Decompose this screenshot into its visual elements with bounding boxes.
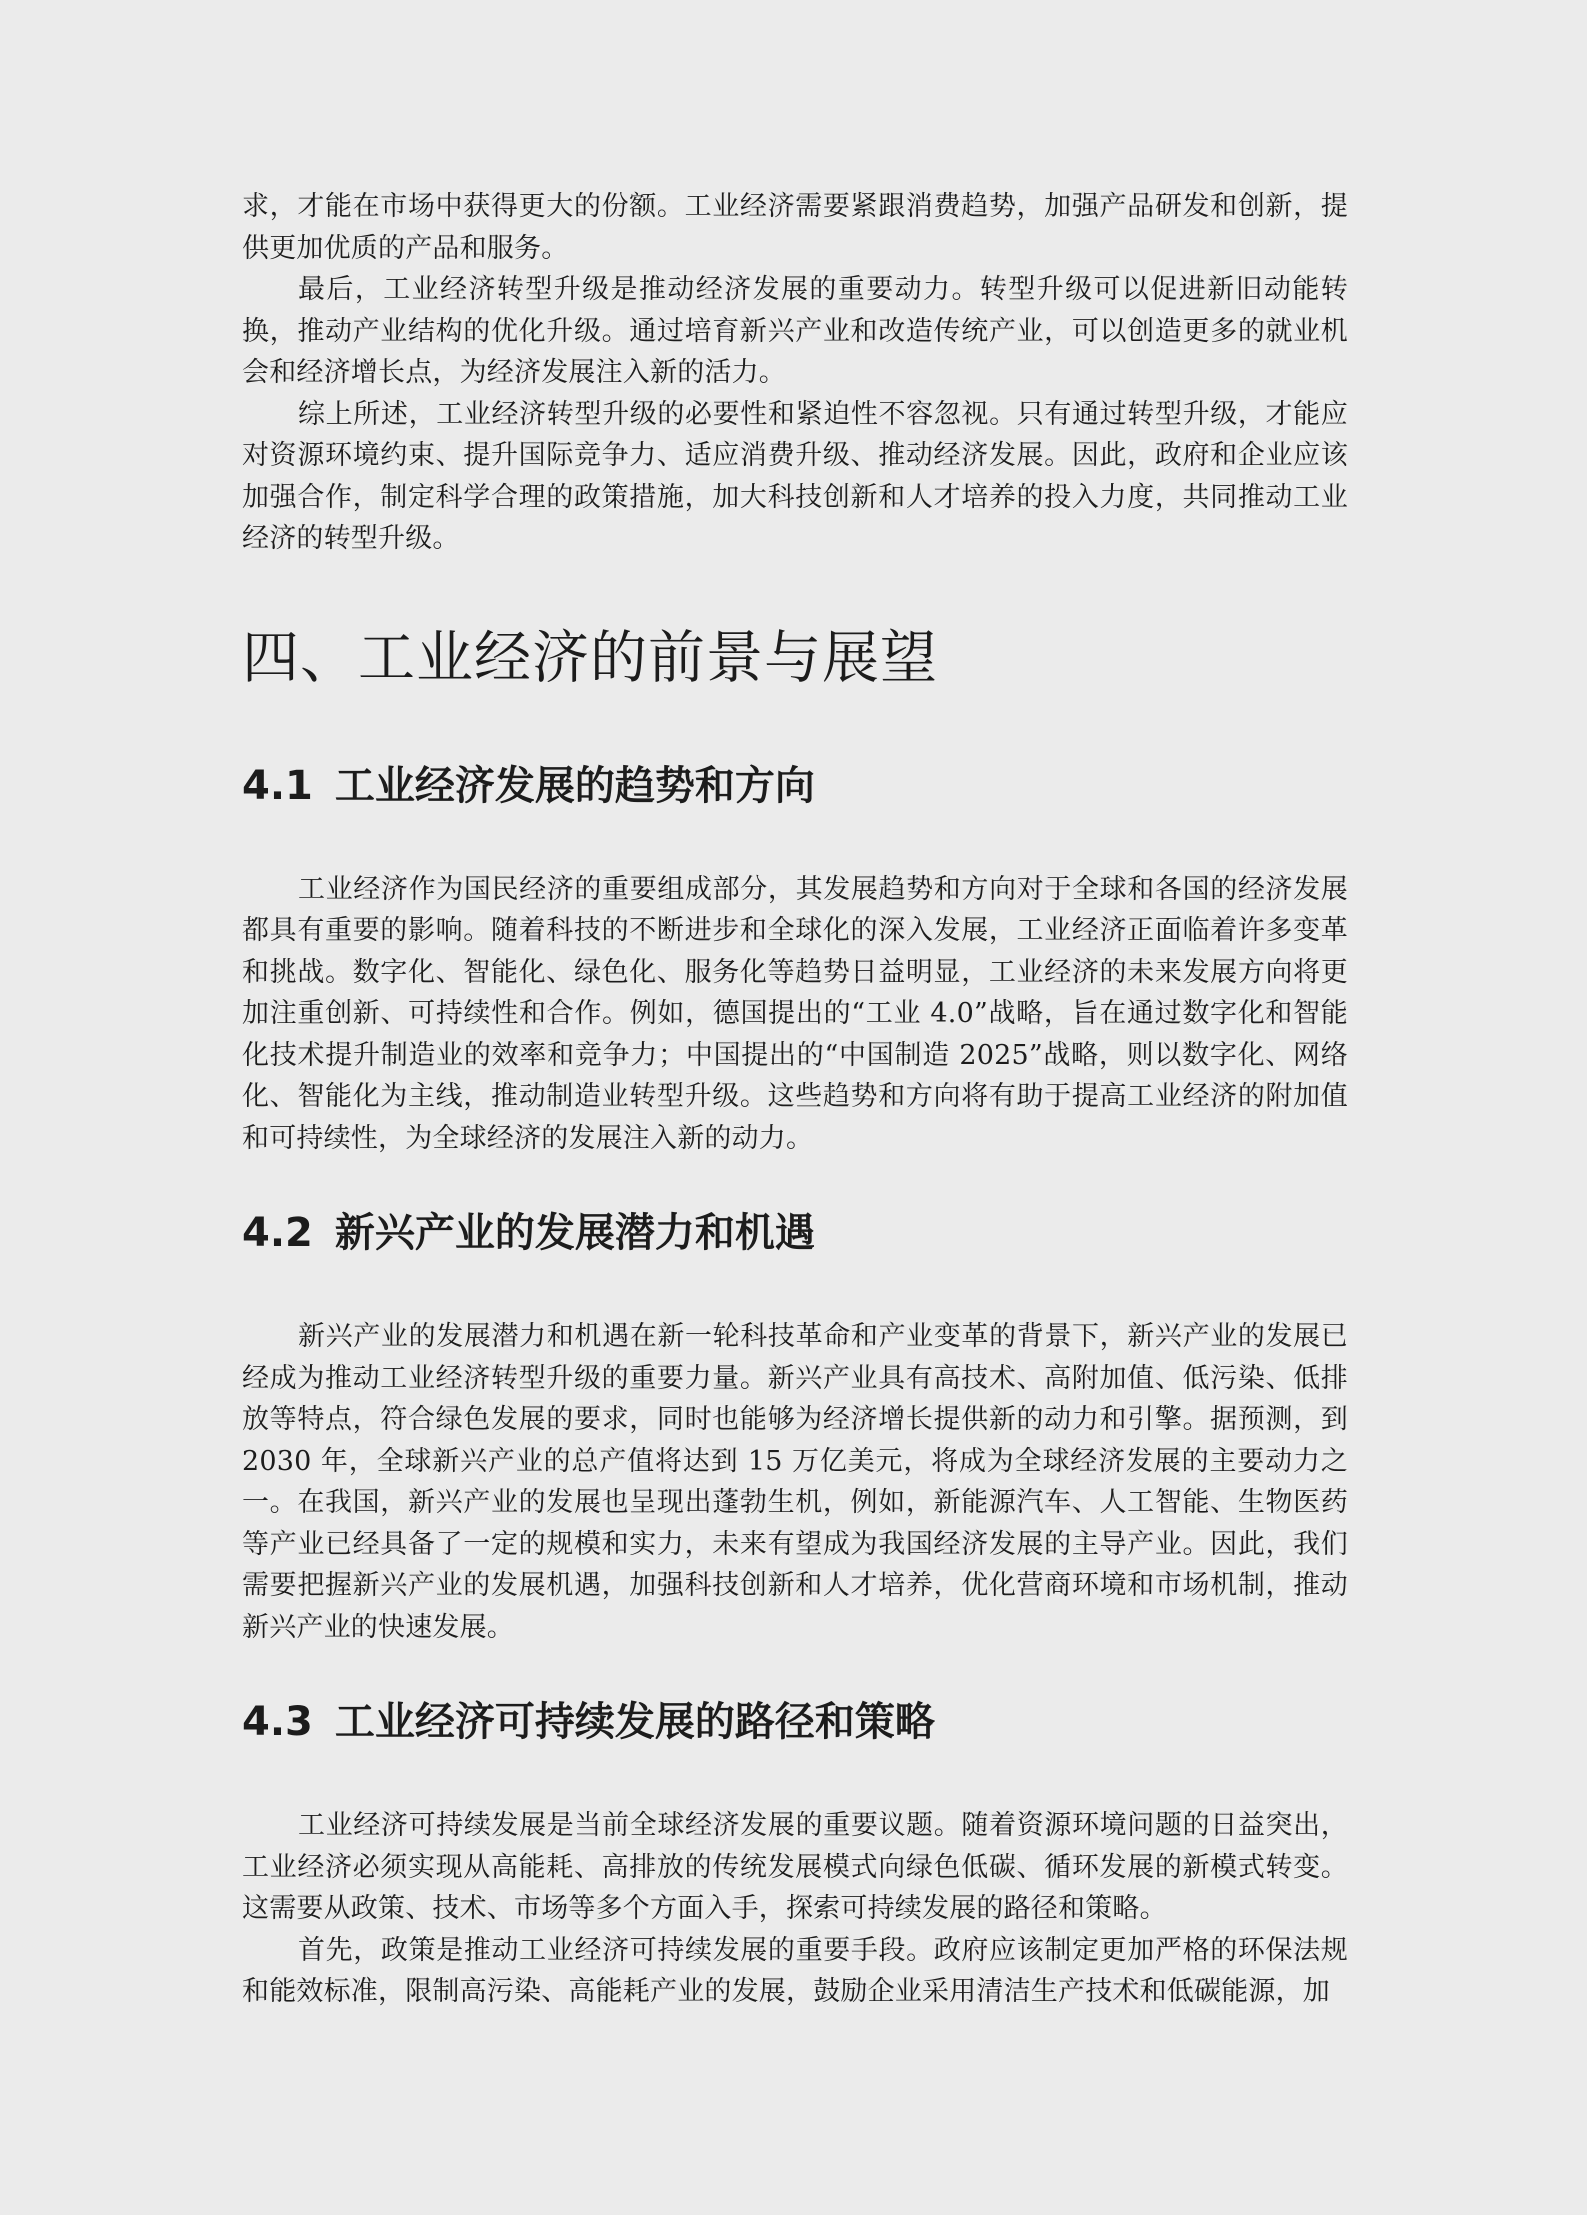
section-number: 4.1	[242, 762, 313, 809]
section-number: 4.3	[242, 1699, 313, 1745]
page-content	[242, 186, 1348, 2013]
body-paragraph: 首先，政策是推动工业经济可持续发展的重要手段。政府应该制定更加严格的环保法规和能效标准，限制高污染、高能耗产业的发展，鼓励企业采用清洁生产技术和低碳能源，加	[242, 1934, 1348, 2007]
body-paragraph: 最后，工业经济转型升级是推动经济发展的重要动力。转型升级可以促进新旧动能转换，推动产业结构的优化升级。通过培育新兴产业和改造传统产业，可以创造更多的就业机会和经济增长点，为经济发展注入新的活力。	[242, 274, 1348, 388]
body-paragraph: 新兴产业的发展潜力和机遇在新一轮科技革命和产业变革的背景下，新兴产业的发展已经成为推动工业经济转型升级的重要力量。新兴产业具有高技术、高附加值、低污染、低排放等特点，符合绿色发展的要求，同时也能够为经济增长提供新的动力和引擎。据预测，到 2030 年，全球新兴产业的总产值将达到 15 万亿美元，将成为全球经济发展的主要动力之一。在我国，新兴产业的发展也呈现出蓬勃生机，例如，新能源汽车、人工智能、生物医药等产业已经具备了一定的规模和实力，未来有望成为我国经济发展的主导产业。因此，我们需要把握新兴产业的发展机遇，加强科技创新和人才培养，优化营商环境和市场机制，推动新兴产业的快速发展。	[242, 1321, 1348, 1643]
chapter-heading: 四、工业经济的前景与展望	[242, 624, 938, 691]
body-paragraph: 工业经济作为国民经济的重要组成部分，其发展趋势和方向对于全球和各国的经济发展都具有重要的影响。随着科技的不断进步和全球化的深入发展，工业经济正面临着许多变革和挑战。数字化、智能化、绿色化、服务化等趋势日益明显，工业经济的未来发展方向将更加注重创新、可持续性和合作。例如，德国提出的“工业 4.0”战略，旨在通过数字化和智能化技术提升制造业的效率和竞争力；中国提出的“中国制造 2025”战略，则以数字化、网络化、智能化为主线，推动制造业转型升级。这些趋势和方向将有助于提高工业经济的附加值和可持续性，为全球经济的发展注入新的动力。	[242, 873, 1348, 1154]
section-heading-4-1	[242, 760, 1348, 812]
body-paragraph: 求，才能在市场中获得更大的份额。工业经济需要紧跟消费趋势，加强产品研发和创新，提供更加优质的产品和服务。	[242, 191, 1348, 264]
section-heading-4-2	[242, 1207, 1348, 1259]
section-title: 新兴产业的发展潜力和机遇	[334, 1210, 815, 1256]
section-number: 4.2	[242, 1210, 313, 1256]
body-paragraph: 综上所述，工业经济转型升级的必要性和紧迫性不容忽视。只有通过转型升级，才能应对资源环境约束、提升国际竞争力、适应消费升级、推动经济发展。因此，政府和企业应该加强合作，制定科学合理的政策措施，加大科技创新和人才培养的投入力度，共同推动工业经济的转型升级。	[242, 398, 1348, 554]
body-paragraph: 工业经济可持续发展是当前全球经济发展的重要议题。随着资源环境问题的日益突出，工业经济必须实现从高能耗、高排放的传统发展模式向绿色低碳、循环发展的新模式转变。这需要从政策、技术、市场等多个方面入手，探索可持续发展的路径和策略。	[242, 1810, 1348, 1924]
section-heading-4-3	[242, 1696, 1348, 1748]
section-title: 工业经济可持续发展的路径和策略	[334, 1699, 935, 1745]
section-title: 工业经济发展的趋势和方向	[334, 762, 815, 809]
